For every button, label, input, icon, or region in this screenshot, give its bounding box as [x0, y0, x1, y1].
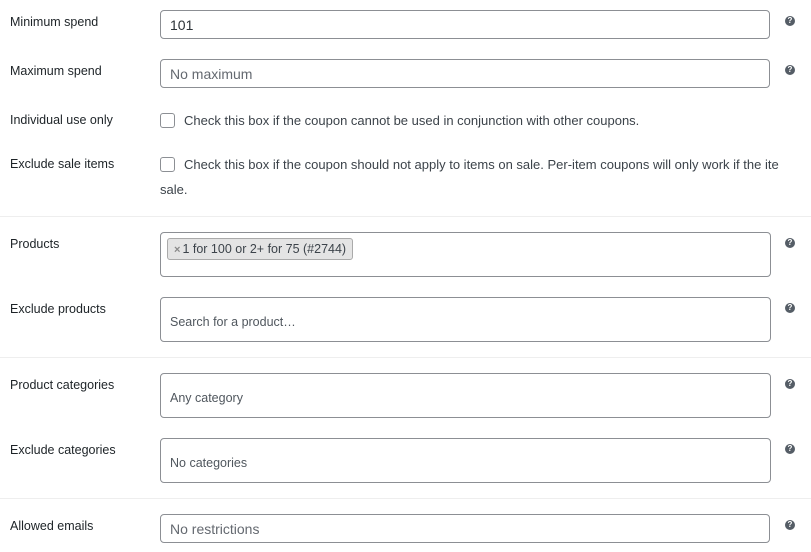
- exclude-sale-description: Check this box if the coupon should not apply to items on sale. Per-item coupons will only work if the ite: [184, 157, 779, 172]
- token-label: 1 for 100 or 2+ for 75 (#2744): [182, 242, 347, 256]
- individual-use-label: Individual use only: [10, 113, 113, 127]
- section-divider: [0, 357, 811, 358]
- individual-use-checkbox[interactable]: [160, 113, 175, 128]
- help-icon[interactable]: ?: [785, 65, 795, 75]
- selected-product-token[interactable]: [167, 238, 353, 260]
- help-icon[interactable]: ?: [785, 238, 795, 248]
- help-icon[interactable]: ?: [785, 379, 795, 389]
- maximum-spend-input[interactable]: [160, 59, 770, 88]
- exclude-products-select[interactable]: [160, 297, 771, 342]
- exclude-categories-label: Exclude categories: [10, 443, 116, 457]
- exclude-sale-checkbox[interactable]: [160, 157, 175, 172]
- section-divider: [0, 498, 811, 499]
- help-icon[interactable]: ?: [785, 444, 795, 454]
- minimum-spend-input[interactable]: [160, 10, 770, 39]
- remove-token-icon[interactable]: ×: [174, 244, 181, 256]
- minimum-spend-label: Minimum spend: [10, 15, 99, 29]
- products-label: Products: [10, 237, 60, 251]
- allowed-emails-label: Allowed emails: [10, 519, 94, 533]
- exclude-categories-select[interactable]: [160, 438, 771, 483]
- product-categories-placeholder: Any category: [170, 391, 243, 405]
- product-categories-label: Product categories: [10, 378, 115, 392]
- exclude-products-placeholder: Search for a product…: [170, 315, 296, 329]
- product-categories-select[interactable]: [160, 373, 771, 418]
- help-icon[interactable]: ?: [785, 303, 795, 313]
- exclude-categories-placeholder: No categories: [170, 456, 248, 470]
- allowed-emails-input[interactable]: [160, 514, 770, 543]
- exclude-products-label: Exclude products: [10, 302, 106, 316]
- help-icon[interactable]: ?: [785, 520, 795, 530]
- maximum-spend-label: Maximum spend: [10, 64, 102, 78]
- exclude-sale-label: Exclude sale items: [10, 157, 115, 171]
- products-select[interactable]: [160, 232, 771, 277]
- exclude-sale-description-cont: sale.: [160, 182, 188, 197]
- individual-use-description: Check this box if the coupon cannot be used in conjunction with other coupons.: [184, 113, 640, 128]
- section-divider: [0, 216, 811, 217]
- help-icon[interactable]: ?: [785, 16, 795, 26]
